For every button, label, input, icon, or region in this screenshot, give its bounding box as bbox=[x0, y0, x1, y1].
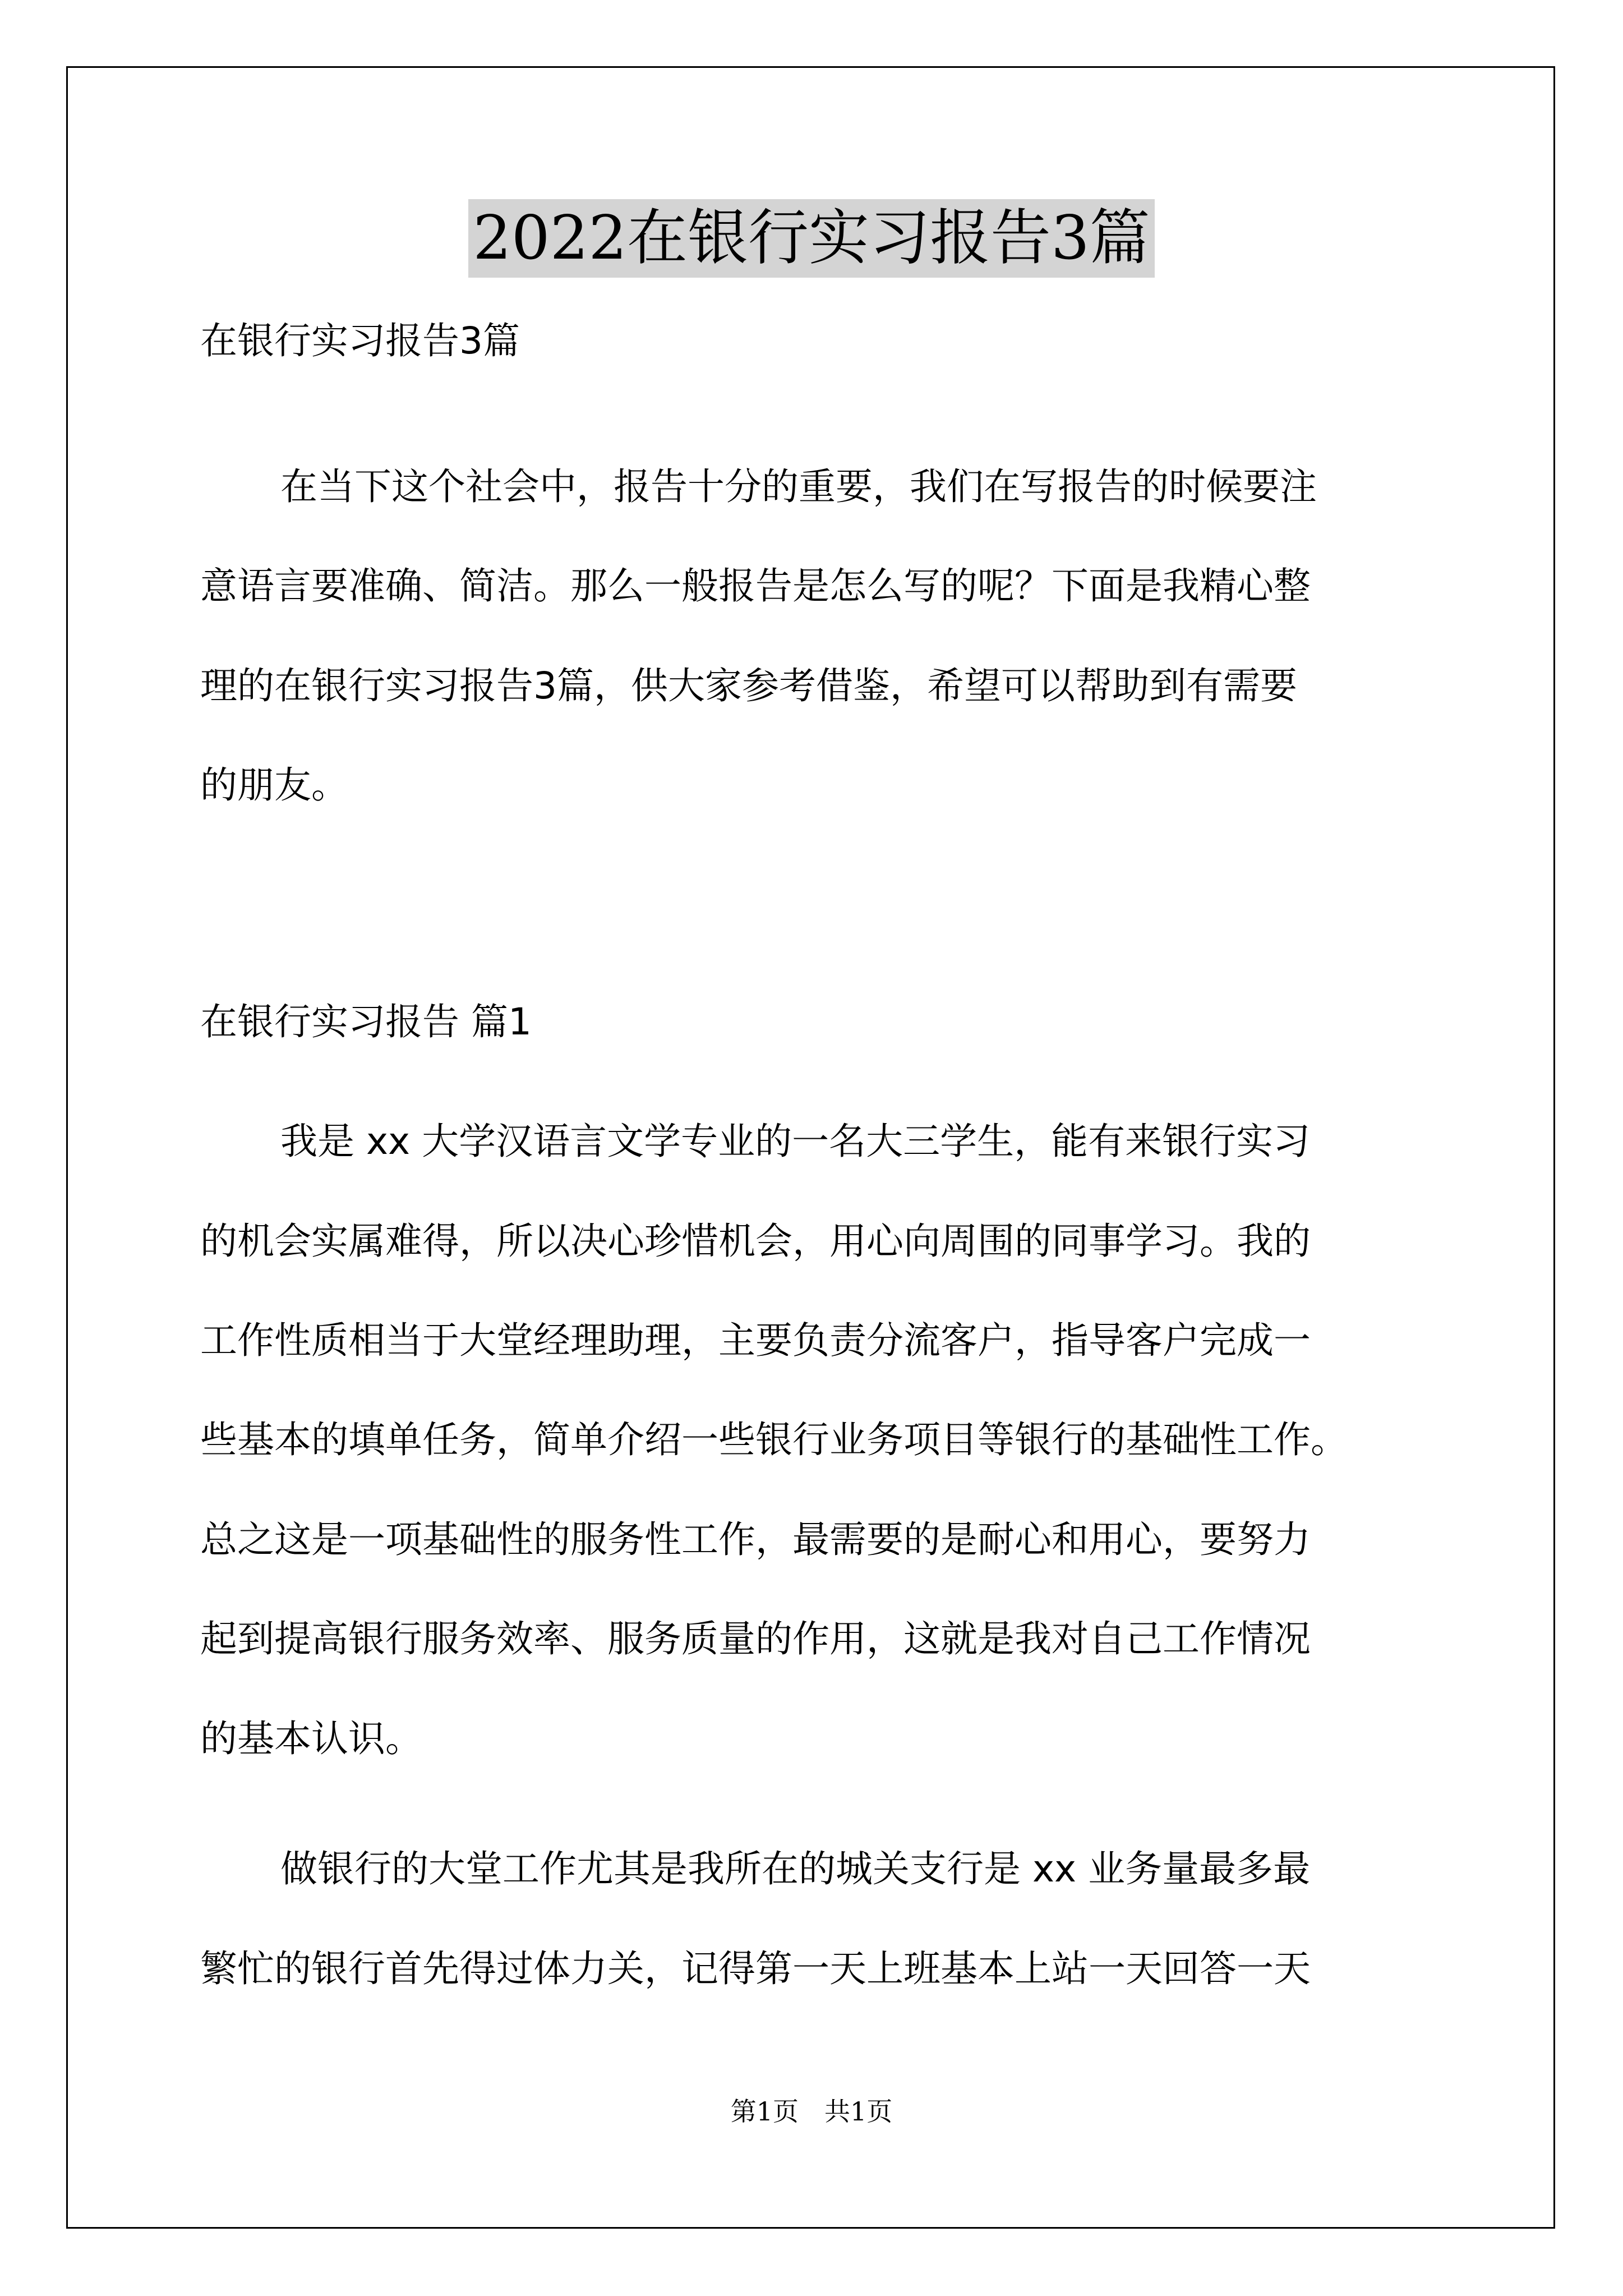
body-line-3: 工作性质相当于大堂经理助理，主要负责分流客户，指导客户完成一 bbox=[200, 1319, 1311, 1362]
subtitle: 在银行实习报告3篇 bbox=[200, 319, 520, 362]
intro-line-4: 的朋友。 bbox=[200, 763, 348, 807]
body-line-2: 的机会实属难得，所以决心珍惜机会，用心向周围的同事学习。我的 bbox=[200, 1220, 1311, 1263]
body-line-4: 些基本的填单任务，简单介绍一些银行业务项目等银行的基础性工作。 bbox=[200, 1418, 1348, 1461]
intro-line-1: 在当下这个社会中，报告十分的重要，我们在写报告的时候要注 bbox=[280, 465, 1317, 508]
intro-line-2: 意语言要准确、简洁。那么一般报告是怎么写的呢？下面是我精心整 bbox=[200, 564, 1311, 608]
intro-line-3: 理的在银行实习报告3篇，供大家参考借鉴，希望可以帮助到有需要 bbox=[200, 664, 1297, 707]
section-heading: 在银行实习报告 篇1 bbox=[200, 1000, 532, 1043]
page-footer: 第1页 共1页 bbox=[730, 2096, 893, 2127]
body-line-9: 繁忙的银行首先得过体力关，记得第一天上班基本上站一天回答一天 bbox=[200, 1947, 1311, 1990]
body-line-5: 总之这是一项基础性的服务性工作，最需要的是耐心和用心，要努力 bbox=[200, 1518, 1311, 1561]
body-line-7: 的基本认识。 bbox=[200, 1717, 422, 1760]
title-container bbox=[0, 199, 1623, 278]
body-line-8: 做银行的大堂工作尤其是我所在的城关支行是 xx 业务量最多最 bbox=[280, 1847, 1311, 1890]
body-line-6: 起到提高银行服务效率、服务质量的作用，这就是我对自己工作情况 bbox=[200, 1617, 1311, 1660]
document-title: 2022在银行实习报告3篇 bbox=[468, 199, 1155, 278]
body-line-1: 我是 xx 大学汉语言文学专业的一名大三学生，能有来银行实习 bbox=[280, 1120, 1311, 1163]
